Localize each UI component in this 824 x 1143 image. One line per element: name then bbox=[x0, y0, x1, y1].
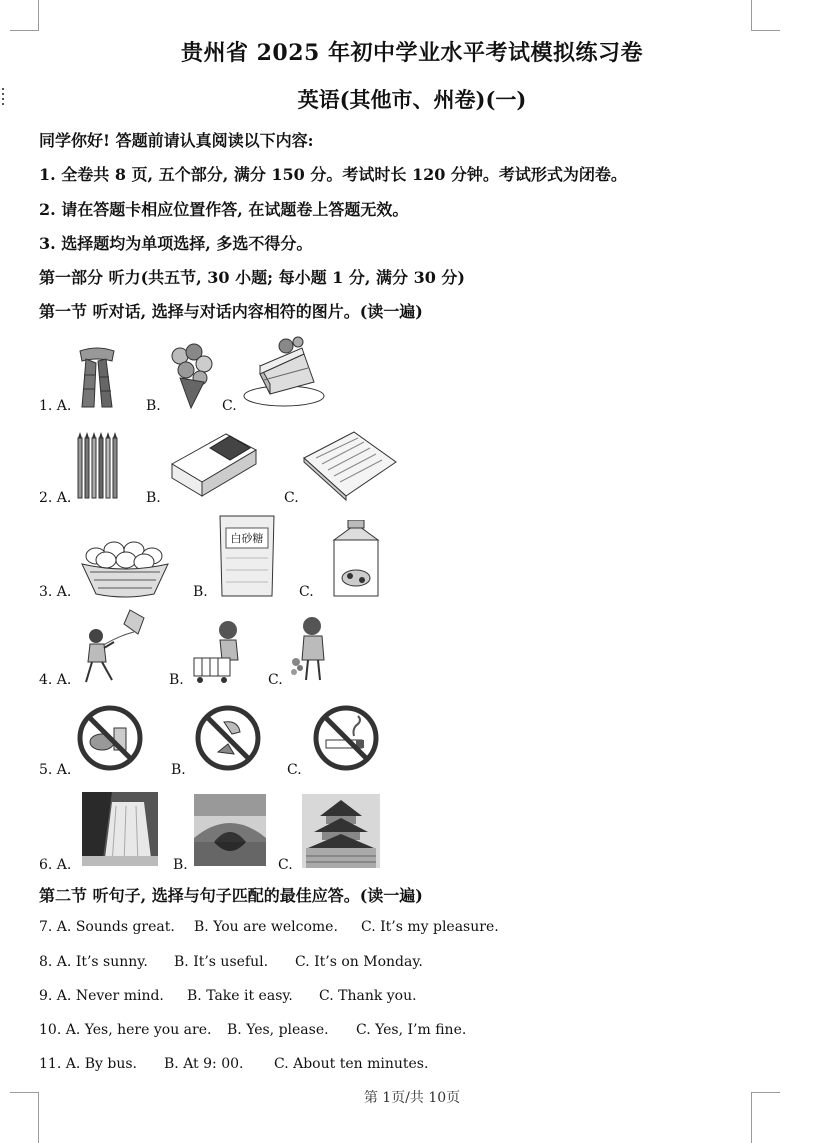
option-b-label: B. bbox=[169, 672, 184, 688]
option-c: C. It’s my pleasure. bbox=[361, 919, 499, 935]
option-c: C. Yes, I’m fine. bbox=[356, 1022, 467, 1038]
crop-mark-top-right bbox=[751, 0, 780, 31]
girl-watering-flowers-icon bbox=[288, 614, 334, 688]
option-b-label: B. bbox=[146, 490, 161, 506]
page-title: 贵州省 2025 年初中学业水平考试模拟练习卷 bbox=[180, 40, 644, 66]
question-row bbox=[39, 988, 639, 1008]
section2-title: 第二节 听句子, 选择与句子匹配的最佳应答。(读一遍) bbox=[39, 886, 423, 905]
option-b: B. You are welcome. bbox=[194, 919, 338, 935]
question-row bbox=[39, 1056, 639, 1076]
question-number: 4. A. bbox=[39, 672, 72, 688]
option-b: B. Yes, please. bbox=[227, 1022, 329, 1038]
option-b: B. Take it easy. bbox=[187, 988, 293, 1004]
option-b: B. It’s useful. bbox=[174, 954, 269, 970]
question-number: 3. A. bbox=[39, 584, 72, 600]
waterfall-photo-icon bbox=[82, 792, 158, 870]
option-a: 11. A. By bus. bbox=[39, 1056, 137, 1072]
part1-title: 第一部分 听力(共五节, 30 小题; 每小题 1 分, 满分 30 分) bbox=[39, 268, 465, 287]
sugar-bag-icon bbox=[216, 512, 278, 602]
no-smoking-sign-icon bbox=[312, 704, 380, 776]
option-b-label: B. bbox=[193, 584, 208, 600]
stone-bridge-photo-icon bbox=[194, 794, 266, 870]
egg-basket-icon bbox=[80, 538, 170, 602]
question-number: 6. A. bbox=[39, 857, 72, 873]
option-b: B. At 9: 00. bbox=[164, 1056, 244, 1072]
cake-icon bbox=[242, 334, 326, 412]
no-littering-sign-icon bbox=[194, 704, 262, 776]
scarf-icon bbox=[72, 345, 122, 415]
option-a: 7. A. Sounds great. bbox=[39, 919, 175, 935]
page-subtitle: 英语(其他市、州卷)(一) bbox=[297, 87, 527, 112]
pencils-icon bbox=[76, 432, 122, 504]
page-number: 第 1页/共 10页 bbox=[363, 1090, 461, 1106]
option-a: 10. A. Yes, here you are. bbox=[39, 1022, 212, 1038]
question-row bbox=[39, 1022, 639, 1042]
temple-of-heaven-photo-icon bbox=[302, 794, 380, 872]
option-b-label: B. bbox=[146, 398, 161, 414]
instructions-greeting: 同学你好! 答题前请认真阅读以下内容: bbox=[39, 131, 314, 150]
option-a: 8. A. It’s sunny. bbox=[39, 954, 148, 970]
option-b-label: B. bbox=[171, 762, 186, 778]
option-c: C. About ten minutes. bbox=[274, 1056, 429, 1072]
option-c: C. Thank you. bbox=[319, 988, 417, 1004]
option-c-label: C. bbox=[268, 672, 283, 688]
milk-carton-icon bbox=[328, 520, 384, 602]
option-c-label: C. bbox=[287, 762, 302, 778]
instruction-item: 1. 全卷共 8 页, 五个部分, 满分 150 分。考试时长 120 分钟。考试形式为闭卷。 bbox=[39, 165, 627, 184]
option-b-label: B. bbox=[173, 857, 188, 873]
girl-shopping-cart-icon bbox=[192, 618, 250, 688]
option-c-label: C. bbox=[284, 490, 299, 506]
option-a: 9. A. Never mind. bbox=[39, 988, 164, 1004]
section1-title: 第一节 听对话, 选择与对话内容相符的图片。(读一遍) bbox=[39, 302, 423, 321]
no-food-drink-sign-icon bbox=[76, 704, 144, 776]
question-row bbox=[39, 919, 639, 939]
option-c-label: C. bbox=[299, 584, 314, 600]
question-number: 2. A. bbox=[39, 490, 72, 506]
question-number: 5. A. bbox=[39, 762, 72, 778]
instruction-item: 2. 请在答题卡相应位置作答, 在试题卷上答题无效。 bbox=[39, 200, 409, 219]
girl-flying-kite-icon bbox=[78, 606, 156, 690]
instruction-item: 3. 选择题均为单项选择, 多选不得分。 bbox=[39, 234, 313, 253]
book-icon bbox=[168, 424, 260, 504]
flower-bouquet-icon bbox=[166, 342, 216, 414]
option-c-label: C. bbox=[278, 857, 293, 873]
question-number: 1. A. bbox=[39, 398, 72, 414]
question-row bbox=[39, 954, 639, 974]
crop-mark-top-left bbox=[10, 0, 39, 31]
option-c-label: C. bbox=[222, 398, 237, 414]
option-c: C. It’s on Monday. bbox=[295, 954, 423, 970]
sugar-bag-label: 白砂糖 bbox=[230, 532, 264, 545]
notebook-icon bbox=[302, 428, 398, 506]
